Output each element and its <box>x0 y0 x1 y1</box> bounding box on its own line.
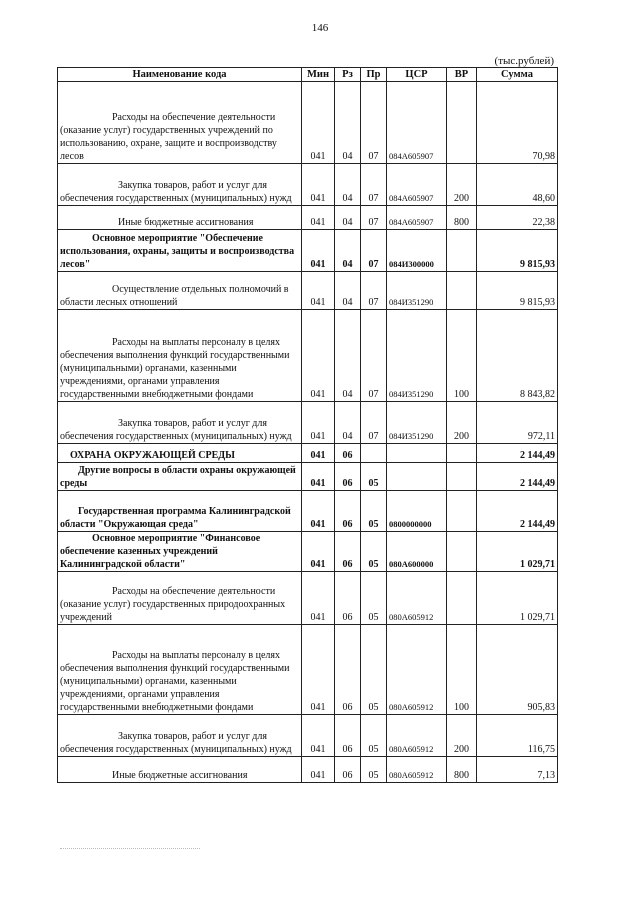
row-pr: 07 <box>361 310 387 402</box>
row-name: Закупка товаров, работ и услуг для обеспечения государственных (муниципальных) нужд <box>60 731 292 755</box>
row-min: 041 <box>302 625 335 715</box>
row-pr: 07 <box>361 82 387 164</box>
row-sum: 70,98 <box>477 82 558 164</box>
row-name: Государственная программа Калининградской области "Окружающая среда" <box>60 506 291 530</box>
header-sum: Сумма <box>477 68 558 82</box>
row-vr <box>447 444 477 463</box>
row-sum: 972,11 <box>477 402 558 444</box>
table-row <box>58 532 558 572</box>
row-csr: 084А605907 <box>387 206 447 230</box>
row-csr: 084А605907 <box>387 82 447 164</box>
row-min: 041 <box>302 532 335 572</box>
row-csr: 080А605912 <box>387 572 447 625</box>
row-pr: 07 <box>361 272 387 310</box>
row-min: 041 <box>302 715 335 757</box>
row-name: Закупка товаров, работ и услуг для обеспечения государственных (муниципальных) нужд <box>60 180 292 204</box>
row-csr <box>387 463 447 491</box>
row-csr: 0800000000 <box>387 491 447 532</box>
row-min: 041 <box>302 82 335 164</box>
row-vr <box>447 230 477 272</box>
row-vr <box>447 491 477 532</box>
row-name: Расходы на выплаты персоналу в целях обеспечения выполнения функций государственными (муниципальными) органами, казенными учреждениями, органами управления государственными внебюджетными фондами <box>60 650 290 713</box>
row-name: Иные бюджетные ассигнования <box>112 770 248 781</box>
header-min: Мин <box>302 68 335 82</box>
row-sum: 9 815,93 <box>477 230 558 272</box>
row-rz: 04 <box>335 164 361 206</box>
row-name: Другие вопросы в области охраны окружающей среды <box>60 465 296 489</box>
row-vr: 200 <box>447 402 477 444</box>
table-row <box>58 272 558 310</box>
row-vr <box>447 463 477 491</box>
row-min: 041 <box>302 272 335 310</box>
row-name: Расходы на выплаты персоналу в целях обеспечения выполнения функций государственными (муниципальными) органами, казенными учреждениями, органами управления государственными внебюджетными фондами <box>60 337 290 400</box>
table-row <box>58 491 558 532</box>
row-min: 041 <box>302 463 335 491</box>
row-rz: 06 <box>335 625 361 715</box>
row-sum: 9 815,93 <box>477 272 558 310</box>
table-row <box>58 82 558 164</box>
table-row <box>58 206 558 230</box>
row-vr: 200 <box>447 715 477 757</box>
row-csr: 080А605912 <box>387 757 447 783</box>
row-name: ОХРАНА ОКРУЖАЮЩЕЙ СРЕДЫ <box>70 450 235 461</box>
row-pr: 07 <box>361 402 387 444</box>
row-vr: 800 <box>447 757 477 783</box>
page-number: 146 <box>311 22 329 34</box>
table-row <box>58 164 558 206</box>
table-row <box>58 715 558 757</box>
row-pr: 05 <box>361 757 387 783</box>
row-pr: 05 <box>361 463 387 491</box>
row-sum: 1 029,71 <box>477 572 558 625</box>
row-rz: 06 <box>335 532 361 572</box>
row-pr: 05 <box>361 491 387 532</box>
row-min: 041 <box>302 444 335 463</box>
row-rz: 06 <box>335 444 361 463</box>
row-pr: 07 <box>361 164 387 206</box>
row-min: 041 <box>302 402 335 444</box>
row-rz: 04 <box>335 402 361 444</box>
header-vr: ВР <box>447 68 477 82</box>
header-csr: ЦСР <box>387 68 447 82</box>
row-pr: 05 <box>361 715 387 757</box>
row-rz: 04 <box>335 310 361 402</box>
row-name: Основное мероприятие "Финансовое обеспечение казенных учреждений Калининградской области" <box>60 533 261 570</box>
row-name: Расходы на обеспечение деятельности (оказание услуг) государственных учреждений по использованию, охране, защите и воспроизводству лесов <box>60 112 277 162</box>
row-csr <box>387 444 447 463</box>
row-csr: 080А605912 <box>387 625 447 715</box>
row-sum: 116,75 <box>477 715 558 757</box>
row-pr <box>361 444 387 463</box>
row-sum: 48,60 <box>477 164 558 206</box>
table-row <box>58 757 558 783</box>
row-csr: 084А605907 <box>387 164 447 206</box>
header-rz: Рз <box>335 68 361 82</box>
table-row <box>58 572 558 625</box>
header-name: Наименование кода <box>58 68 302 82</box>
row-vr: 100 <box>447 625 477 715</box>
row-sum: 8 843,82 <box>477 310 558 402</box>
row-rz: 04 <box>335 82 361 164</box>
units-label: (тыс.рублей) <box>494 55 554 67</box>
row-min: 041 <box>302 206 335 230</box>
row-name: Закупка товаров, работ и услуг для обеспечения государственных (муниципальных) нужд <box>60 418 292 442</box>
scan-artifact-divider <box>60 848 200 849</box>
row-rz: 06 <box>335 491 361 532</box>
row-vr: 200 <box>447 164 477 206</box>
row-csr: 080А600000 <box>387 532 447 572</box>
row-min: 041 <box>302 164 335 206</box>
row-pr: 07 <box>361 230 387 272</box>
budget-table <box>57 67 558 783</box>
row-sum: 1 029,71 <box>477 532 558 572</box>
row-vr <box>447 82 477 164</box>
row-rz: 04 <box>335 272 361 310</box>
row-sum: 7,13 <box>477 757 558 783</box>
row-rz: 06 <box>335 572 361 625</box>
row-name: Расходы на обеспечение деятельности (оказание услуг) государственных природоохранных учреждений <box>60 586 286 623</box>
row-rz: 04 <box>335 206 361 230</box>
row-csr: 080А605912 <box>387 715 447 757</box>
row-pr: 05 <box>361 625 387 715</box>
row-min: 041 <box>302 310 335 402</box>
header-pr: Пр <box>361 68 387 82</box>
row-csr: 084И351290 <box>387 272 447 310</box>
table-row <box>58 625 558 715</box>
row-sum: 2 144,49 <box>477 491 558 532</box>
row-sum: 905,83 <box>477 625 558 715</box>
row-name: Иные бюджетные ассигнования <box>118 217 254 228</box>
row-csr: 084И300000 <box>387 230 447 272</box>
table-row <box>58 310 558 402</box>
row-min: 041 <box>302 757 335 783</box>
table-row <box>58 402 558 444</box>
row-rz: 06 <box>335 757 361 783</box>
row-pr: 05 <box>361 572 387 625</box>
table-header-row <box>58 68 558 82</box>
row-pr: 05 <box>361 532 387 572</box>
row-min: 041 <box>302 230 335 272</box>
row-sum: 2 144,49 <box>477 463 558 491</box>
row-sum: 2 144,49 <box>477 444 558 463</box>
row-min: 041 <box>302 491 335 532</box>
table-row <box>58 230 558 272</box>
row-rz: 06 <box>335 463 361 491</box>
row-vr: 800 <box>447 206 477 230</box>
row-name: Основное мероприятие "Обеспечение использования, охраны, защиты и воспроизводства лесов" <box>60 233 295 270</box>
table-row <box>58 444 558 463</box>
table-row <box>58 463 558 491</box>
row-csr: 084И351290 <box>387 402 447 444</box>
row-min: 041 <box>302 572 335 625</box>
row-sum: 22,38 <box>477 206 558 230</box>
row-rz: 06 <box>335 715 361 757</box>
row-vr: 100 <box>447 310 477 402</box>
row-rz: 04 <box>335 230 361 272</box>
row-vr <box>447 532 477 572</box>
row-pr: 07 <box>361 206 387 230</box>
row-csr: 084И351290 <box>387 310 447 402</box>
row-vr <box>447 572 477 625</box>
row-vr <box>447 272 477 310</box>
row-name: Осуществление отдельных полномочий в области лесных отношений <box>60 284 289 308</box>
